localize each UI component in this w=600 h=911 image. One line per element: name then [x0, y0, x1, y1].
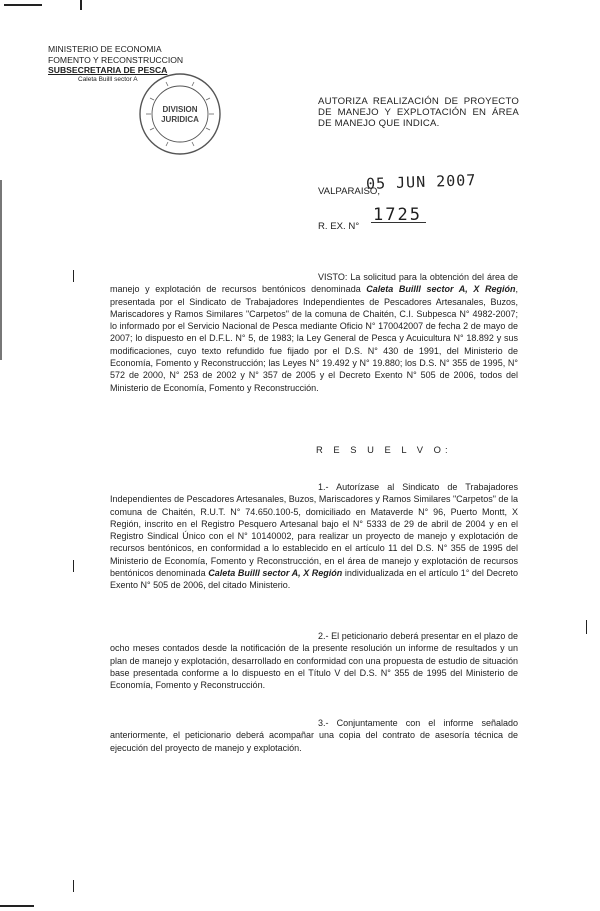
resolution-number: 1725: [371, 209, 426, 223]
item-text: Autorízase al Sindicato de Trabajadores Independientes de Pescadores Artesanales, Buzos, Mariscadores y Ramos Similares "Carpetos" de la comuna de Chaitén, R.U.T. N° 74.650.100-5, domiciliado en Mataverde N° 96, Puerto Montt, X Región, inscrito en el Registro Pesquero Artesanal bajo el N° 5333 de 29 de abril de 2004 y en el Registro Sindical Único con el N° 10140002, para realizar un proyecto de manejo y explotación de recursos bentónicos, en conformidad a lo establecido en el artículo 11 del D.S. N° 355 de 1995 del Ministerio de Economía, Fomento y Reconstrucción, en el área de manejo y explotación de recursos bentónicos denominada: [110, 482, 518, 579]
margin-tick: [586, 620, 587, 634]
item-text: Conjuntamente con el informe señalado anteriormente, el peticionario deberá acompañar una copia del contrato de asesoría técnica de ejecución del proyecto de manejo y explotación.: [110, 718, 518, 753]
item-text: individualizada en el artículo 1° del Decreto Exento N° 505 de 2006, del citado Ministerio.: [110, 568, 518, 591]
margin-tick: [73, 880, 74, 892]
margin-tick: [73, 270, 74, 282]
visto-lead: VISTO:: [318, 272, 348, 282]
stamp-line: JURIDICA: [161, 115, 199, 124]
scan-mark-bottom: [0, 905, 34, 907]
area-name: Caleta Builll sector A, X Región: [366, 284, 516, 295]
stamp-line: DIVISION: [162, 105, 198, 114]
division-juridica-stamp: [136, 70, 224, 158]
scan-mark-top: [4, 4, 42, 6]
reference-line: Caleta Builll sector A: [78, 75, 138, 83]
place-label: VALPARAISO,: [318, 186, 381, 197]
scan-mark-top-right: [80, 0, 82, 10]
item-number: 3.-: [318, 718, 329, 728]
resuelvo-heading: R E S U E L V O:: [316, 444, 452, 455]
item-1-paragraph: [110, 481, 518, 592]
date-stamp: 05 JUN 2007: [365, 171, 477, 193]
visto-text: La solicitud para la obtención del área de manejo y explotación de recursos bentónicos denominada: [110, 272, 518, 295]
scan-mark-left: [0, 180, 2, 360]
subsecretaria-line: SUBSECRETARIA DE PESCA: [48, 65, 168, 75]
visto-text: , presentada por el Sindicato de Trabajadores Independientes de Pescadores Artesanales, Buzos, Mariscadores y Ramos Similares "Carpetos" de la comuna de Chaitén, C.I. Subpesca N° 4982-2007; lo informado por el Servicio Nacional de Pesca mediante Oficio N° 170042007 de fecha 2 de mayo de 2007; lo dispuesto en el D.F.L. N° 5, de 1983; la Ley General de Pesca y Acuicultura N° 18.892 y sus modificaciones, cuyo texto refundido fue fijado por el D.S. N° 430 de 1991, del Ministerio de Economía, Fomento y Reconstrucción; las Leyes N° 19.492 y N° 19.880; los D.S. N° 355 de 1995, N° 572 de 2000, N° 253 de 2002 y N° 357 de 2005 y el Decreto Exento N° 505 de 2006, todos del Ministerio de Economía, Fomento y Reconstrucción.: [110, 284, 518, 393]
area-name: Caleta Builll sector A, X Región: [208, 568, 343, 579]
margin-tick: [73, 560, 74, 572]
visto-paragraph: [110, 271, 518, 394]
resolution-title: AUTORIZA REALIZACIÓN DE PROYECTO DE MANEJO Y EXPLOTACIÓN EN ÁREA DE MANEJO QUE INDICA.: [318, 96, 519, 130]
item-number: 1.-: [318, 482, 329, 492]
resolution-number-label: R. EX. N°: [318, 221, 360, 232]
ministry-line: MINISTERIO DE ECONOMIA: [48, 44, 162, 54]
item-3-paragraph: [110, 717, 518, 754]
item-2-paragraph: [110, 630, 518, 691]
item-text: El peticionario deberá presentar en el plazo de ocho meses contados desde la notificación de la presente resolución un informe de resultados y un plan de manejo y explotación, desarrollado en conformidad con una propuesta de estudio de situación base presentada conforme a lo dispuesto en el Título V del D.S. N° 355 de 1995 del Ministerio de Economía, Fomento y Reconstrucción.: [110, 631, 518, 691]
ministry-line: FOMENTO Y RECONSTRUCCION: [48, 54, 184, 65]
item-number: 2.-: [318, 631, 329, 641]
